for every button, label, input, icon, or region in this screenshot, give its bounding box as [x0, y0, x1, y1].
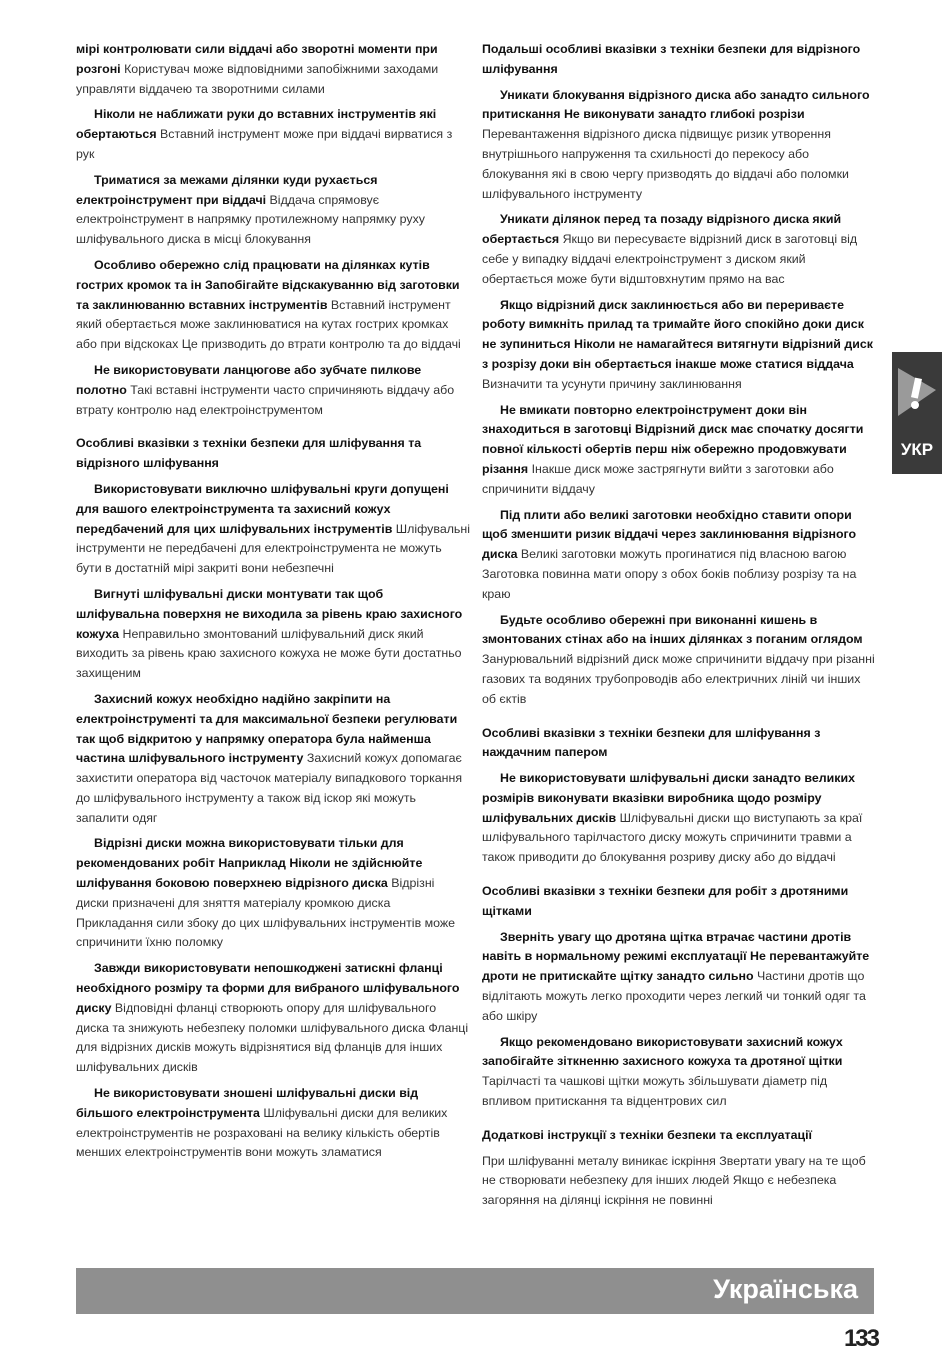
section-heading: Подальші особливі вказівки з техніки безпеки для відрізного шліфування: [482, 42, 861, 76]
safety-paragraph: [482, 401, 876, 500]
paragraph-lead: Не використовувати зношені шліфувальні диски від більшого електроінструмента: [76, 1086, 419, 1120]
safety-paragraph: [76, 959, 470, 1078]
paragraph-lead: Захисний кожух необхідно надійно закріпити на електроінструменті та для максимальної безпеки регулювати так щоб відкритою у напрямку оператора була найменша частина шліфувального інструменту: [76, 691, 458, 766]
paragraph-body: Занурювальний відрізний диск може спричинити віддачу при різанні газових та водяних трубопроводів або електричних ліній чи інших об єктів: [482, 652, 875, 706]
paragraph-lead: Не вмикати повторно електроінструмент доки він знаходиться в заготовці Відрізний диск має спочатку досягти повної кількості обертів перш ніж обережно продовжувати різання: [482, 402, 864, 476]
safety-paragraph: [482, 1152, 876, 1211]
paragraph-lead: Особливо обережно слід працювати на ділянках кутів гострих кромок та ін Запобігайте відскакуванню від заготовки та заклинюванню вставних інструментів: [76, 257, 460, 312]
paragraph-body: При шліфуванні металу виникає іскріння Звертати увагу на те щоб не створювати небезпеку для інших людей Якщо є небезпека загоряння на ділянці іскріння не повинні: [482, 1153, 866, 1208]
paragraph-lead: Не використовувати шліфувальні диски занадто великих розмірів виконувати вказівки виробника щодо розміру шліфувальних дисків: [482, 771, 855, 825]
safety-paragraph: [482, 611, 876, 710]
paragraph-body: Такі вставні інструменти часто спричиняють віддачу або втрату контролю над електроінструментом: [76, 382, 455, 417]
paragraph-body: Вставний інструмент який обертається може заклинюватися на кутах гострих кромках або при відскоках Це призводить до втрати контролю та до віддачі: [76, 297, 461, 352]
paragraph-body: Користувач може відповідними запобіжними заходами управляти віддачею та зворотними силами: [76, 61, 439, 96]
paragraph-body: Вставний інструмент може при віддачі вирватися з рук: [76, 127, 453, 161]
safety-paragraph: [76, 171, 470, 250]
paragraph-body: Відповідні фланці створюють опору для шліфувального диска та знижують небезпеку поломки шліфувального диска Фланці для відрізних дисків можуть відрізнятися від фланців для інших шліфувальних дисків: [76, 1000, 469, 1075]
page-number: 133: [843, 1325, 878, 1352]
paragraph-body: Якщо ви пересуваєте відрізний диск в заготовці від себе у випадку віддачі електроінструмент з диском який обертається може бути відштовхнутим прямо на вас: [482, 232, 858, 286]
side-tab-label: УКР: [900, 440, 934, 459]
paragraph-body: Неправильно змонтований шліфувальний диск який виходить за рівень краю захисного кожуха не може бути достатньо захищеним: [76, 626, 462, 681]
paragraph-lead: Завжди використовувати непошкоджені затискні фланці необхідного розміру та форми для вибраного шліфувального диску: [76, 961, 460, 1015]
warning-icon: [896, 360, 938, 420]
paragraph-lead: Вигнуті шліфувальні диски монтувати так щоб шліфувальна поверхня не виходила за рівень краю захисного кожуха: [76, 586, 463, 641]
paragraph-body: Шліфувальні інструменти не передбачені для електроінструмента не можуть бути в достатній мірі закриті вони небезпечні: [76, 521, 470, 576]
safety-paragraph: [482, 210, 876, 289]
safety-paragraph: [76, 1084, 470, 1163]
paragraph-lead: Не використовувати ланцюгове або зубчате пилкове полотно: [76, 362, 422, 397]
paragraph-body: Перевантаження відрізного диска підвищує ризик утворення внутрішнього напруження та схильності до перекосу або блокування які в свою чергу призводять до віддачі або поломки шліфувального інструменту: [482, 127, 849, 201]
paragraph-lead: Будьте особливо обережні при виконанні кишень в змонтованих стінах або на інших ділянках з поганим оглядом: [482, 612, 863, 647]
paragraph-lead: Використовувати виключно шліфувальні круги допущені для вашого електроінструмента та захисний кожух передбачений для цих шліфувальних інструментів: [76, 481, 449, 536]
paragraph-lead: мірі контролювати сили віддачі або зворотні моменти при розгоні: [76, 42, 438, 76]
paragraph-body: Частини дротів що відлітають можуть легко проходити через легкий чи тонкий одяг та або шкіру: [482, 969, 866, 1023]
paragraph-lead: Якщо відрізний диск заклинюється або ви перериваєте роботу вимкніть прилад та тримайте його спокійно доки диск не зупиниться Ніколи не намагайтеся витягнути відрізний диск з розрізу доки він обертається інакше може статися віддача: [482, 297, 873, 371]
safety-paragraph: [482, 769, 876, 868]
right-column: [482, 40, 876, 1217]
paragraph-lead: Ніколи не наближати руки до вставних інструментів які обертаються: [76, 107, 437, 142]
safety-paragraph: [76, 40, 470, 99]
paragraph-lead: Зверніть увагу що дротяна щітка втрачає частини дротів навіть в нормальному режимі експлуатації Не перевантажуйте дроти не притискайте щітку занадто сильно: [482, 929, 870, 984]
safety-paragraph: [482, 1033, 876, 1112]
paragraph-lead: Уникати ділянок перед та позаду відрізного диска який обертається: [482, 212, 842, 247]
safety-paragraph: [76, 256, 470, 355]
paragraph-body: Шліфувальні диски для великих електроінструментів не розраховані на велику кількість обертів менших електроінструментів вони можуть зламатися: [76, 1105, 448, 1160]
safety-paragraph: [76, 105, 470, 164]
safety-paragraph: [76, 361, 470, 420]
section-heading: Особливі вказівки з техніки безпеки для шліфування з наждачним папером: [482, 725, 821, 760]
paragraph-lead: Уникати блокування відрізного диска або занадто сильного притискання Не виконувати занадто глибокі розрізи: [482, 87, 870, 122]
paragraph-body: Інакше диск може застрягнути вийти з заготовки або спричинити віддачу: [482, 461, 834, 496]
section-heading: Особливі вказівки з техніки безпеки для шліфування та відрізного шліфування: [76, 436, 422, 471]
paragraph-lead: Відрізні диски можна використовувати тільки для рекомендованих робіт Наприклад Ніколи не здійснюйте шліфування боковою поверхнею відрізного диска: [76, 836, 423, 891]
safety-paragraph: [76, 480, 470, 579]
section-heading: Особливі вказівки з техніки безпеки для робіт з дротяними щітками: [482, 884, 849, 918]
safety-paragraph: [76, 585, 470, 684]
paragraph-lead: Якщо рекомендовано використовувати захисний кожух запобігайте зіткненню захисного кожуха та дротяної щітки: [482, 1034, 843, 1069]
safety-paragraph: [482, 86, 876, 205]
safety-paragraph: [482, 928, 876, 1027]
section-heading: Додаткові інструкції з техніки безпеки та експлуатації: [482, 1127, 813, 1142]
paragraph-body: Захисний кожух допомагає захистити оператора від часточок матеріалу випадкового торкання до шліфувального інструменту а також від іскор які можуть запалити одяг: [76, 751, 463, 825]
left-column: [76, 40, 470, 1169]
paragraph-body: Відрізні диски призначені для зняття матеріалу кромкою диска Прикладання сили збоку до цих шліфувальних інструментів може спричинити їхню поломку: [76, 876, 456, 950]
paragraph-body: Визначити та усунути причину заклинювання: [482, 376, 742, 391]
paragraph-body: Шліфувальні диски що виступають за краї шліфувального тарілчастого диску можуть спричинити травми а також приводити до блокування розриву диску або до віддачі: [482, 810, 863, 865]
language-side-tab: [892, 352, 942, 474]
paragraph-lead: Триматися за межами ділянки куди рухається електроінструмент при віддачі: [76, 172, 378, 207]
footer-bar: [76, 1268, 874, 1314]
footer-language: Українська: [713, 1274, 858, 1304]
safety-paragraph: [76, 834, 470, 953]
paragraph-body: Віддача спрямовує електроінструмент в напрямку протилежному напрямку руху шліфувального диска в місці блокування: [76, 192, 425, 247]
paragraph-body: Великі заготовки можуть прогинатися під власною вагою Заготовка повинна мати опору з обох боків поблизу розрізу та на краю: [482, 547, 857, 601]
safety-paragraph: [482, 296, 876, 395]
safety-paragraph: [76, 690, 470, 829]
safety-paragraph: [482, 506, 876, 605]
paragraph-body: Тарілчасті та чашкові щітки можуть збільшувати діаметр під впливом притискання та відцентрових сил: [482, 1074, 828, 1109]
paragraph-lead: Під плити або великі заготовки необхідно ставити опори щоб зменшити ризик віддачі через заклинювання відрізного диска: [482, 507, 857, 562]
